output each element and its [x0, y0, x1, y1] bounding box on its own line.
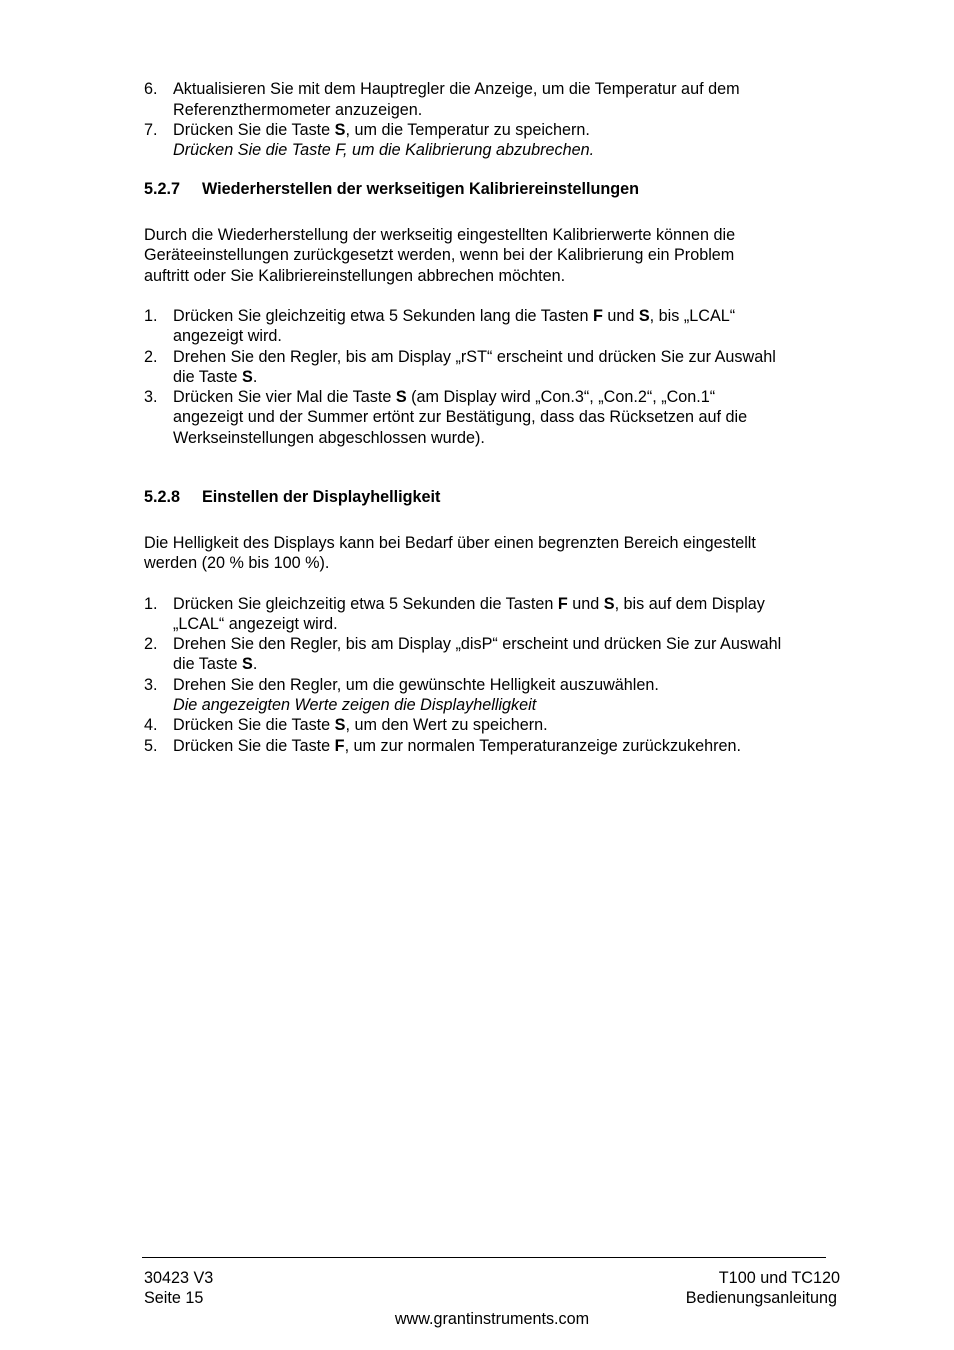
- list-item-text: angezeigt und der Summer ertönt zur Bestätigung, dass das Rücksetzen auf die: [173, 408, 748, 426]
- footer-divider: [142, 1257, 826, 1258]
- list-item-text: Werkseinstellungen abgeschlossen wurde).: [173, 429, 485, 447]
- paragraph-line: werden (20 % bis 100 %).: [144, 554, 330, 572]
- paragraph-line: Die Helligkeit des Displays kann bei Bedarf über einen begrenzten Bereich eingestellt: [144, 534, 756, 552]
- list-item-text: Drücken Sie die Taste S, um die Temperatur zu speichern.: [173, 121, 590, 139]
- list-item-text: Drücken Sie die Taste S, um den Wert zu speichern.: [173, 716, 548, 734]
- list-number: 6.: [144, 80, 158, 98]
- list-item-text: Drücken Sie gleichzeitig etwa 5 Sekunden lang die Tasten F und S, bis „LCAL“: [173, 307, 736, 325]
- list-item-text: Aktualisieren Sie mit dem Hauptregler die Anzeige, um die Temperatur auf dem: [173, 80, 740, 98]
- list-number: 1.: [144, 307, 158, 325]
- list-item-text: Drehen Sie den Regler, um die gewünschte Helligkeit auszuwählen.: [173, 676, 659, 694]
- list-number: 3.: [144, 676, 158, 694]
- list-item-text: Drücken Sie vier Mal die Taste S (am Display wird „Con.3“, „Con.2“, „Con.1“: [173, 388, 716, 406]
- list-item-note: Die angezeigten Werte zeigen die Displayhelligkeit: [173, 696, 537, 714]
- list-item-text: Referenzthermometer anzuzeigen.: [173, 101, 423, 119]
- footer-website: www.grantinstruments.com: [394, 1310, 590, 1328]
- section-title: Einstellen der Displayhelligkeit: [202, 488, 441, 506]
- list-item-text: „LCAL“ angezeigt wird.: [173, 615, 338, 633]
- section-number: 5.2.8: [144, 488, 181, 506]
- list-item-text: Drücken Sie die Taste F, um zur normalen Temperaturanzeige zurückzukehren.: [173, 737, 742, 755]
- paragraph-line: Geräteeinstellungen zurückgesetzt werden, wenn bei der Kalibrierung ein Problem: [144, 246, 735, 264]
- list-item-text: Drücken Sie gleichzeitig etwa 5 Sekunden die Tasten F und S, bis auf dem Display: [173, 595, 765, 613]
- footer-page-number: Seite 15: [144, 1289, 204, 1307]
- list-number: 7.: [144, 121, 158, 139]
- list-number: 2.: [144, 635, 158, 653]
- list-number: 2.: [144, 348, 158, 366]
- section-number: 5.2.7: [144, 180, 181, 198]
- list-item-text: die Taste S.: [173, 368, 258, 386]
- list-number: 5.: [144, 737, 158, 755]
- list-item-text: angezeigt wird.: [173, 327, 282, 345]
- list-item-note: Drücken Sie die Taste F, um die Kalibrierung abzubrechen.: [173, 141, 595, 159]
- section-title: Wiederherstellen der werkseitigen Kalibriereinstellungen: [202, 180, 640, 198]
- list-number: 4.: [144, 716, 158, 734]
- list-number: 1.: [144, 595, 158, 613]
- paragraph-line: auftritt oder Sie Kalibriereinstellungen abbrechen möchten.: [144, 267, 566, 285]
- list-number: 3.: [144, 388, 158, 406]
- section-heading: [144, 487, 440, 507]
- list-item-text: Drehen Sie den Regler, bis am Display „rST“ erscheint und drücken Sie zur Auswahl: [173, 348, 776, 366]
- footer-product: T100 und TC120: [718, 1269, 840, 1287]
- footer-manual: Bedienungsanleitung: [685, 1289, 837, 1307]
- footer-doc-code: 30423 V3: [144, 1269, 214, 1287]
- section-heading: [144, 179, 639, 199]
- list-item-text: die Taste S.: [173, 655, 258, 673]
- list-item-text: Drehen Sie den Regler, bis am Display „disP“ erscheint und drücken Sie zur Auswahl: [173, 635, 782, 653]
- paragraph-line: Durch die Wiederherstellung der werkseitig eingestellten Kalibrierwerte können die: [144, 226, 736, 244]
